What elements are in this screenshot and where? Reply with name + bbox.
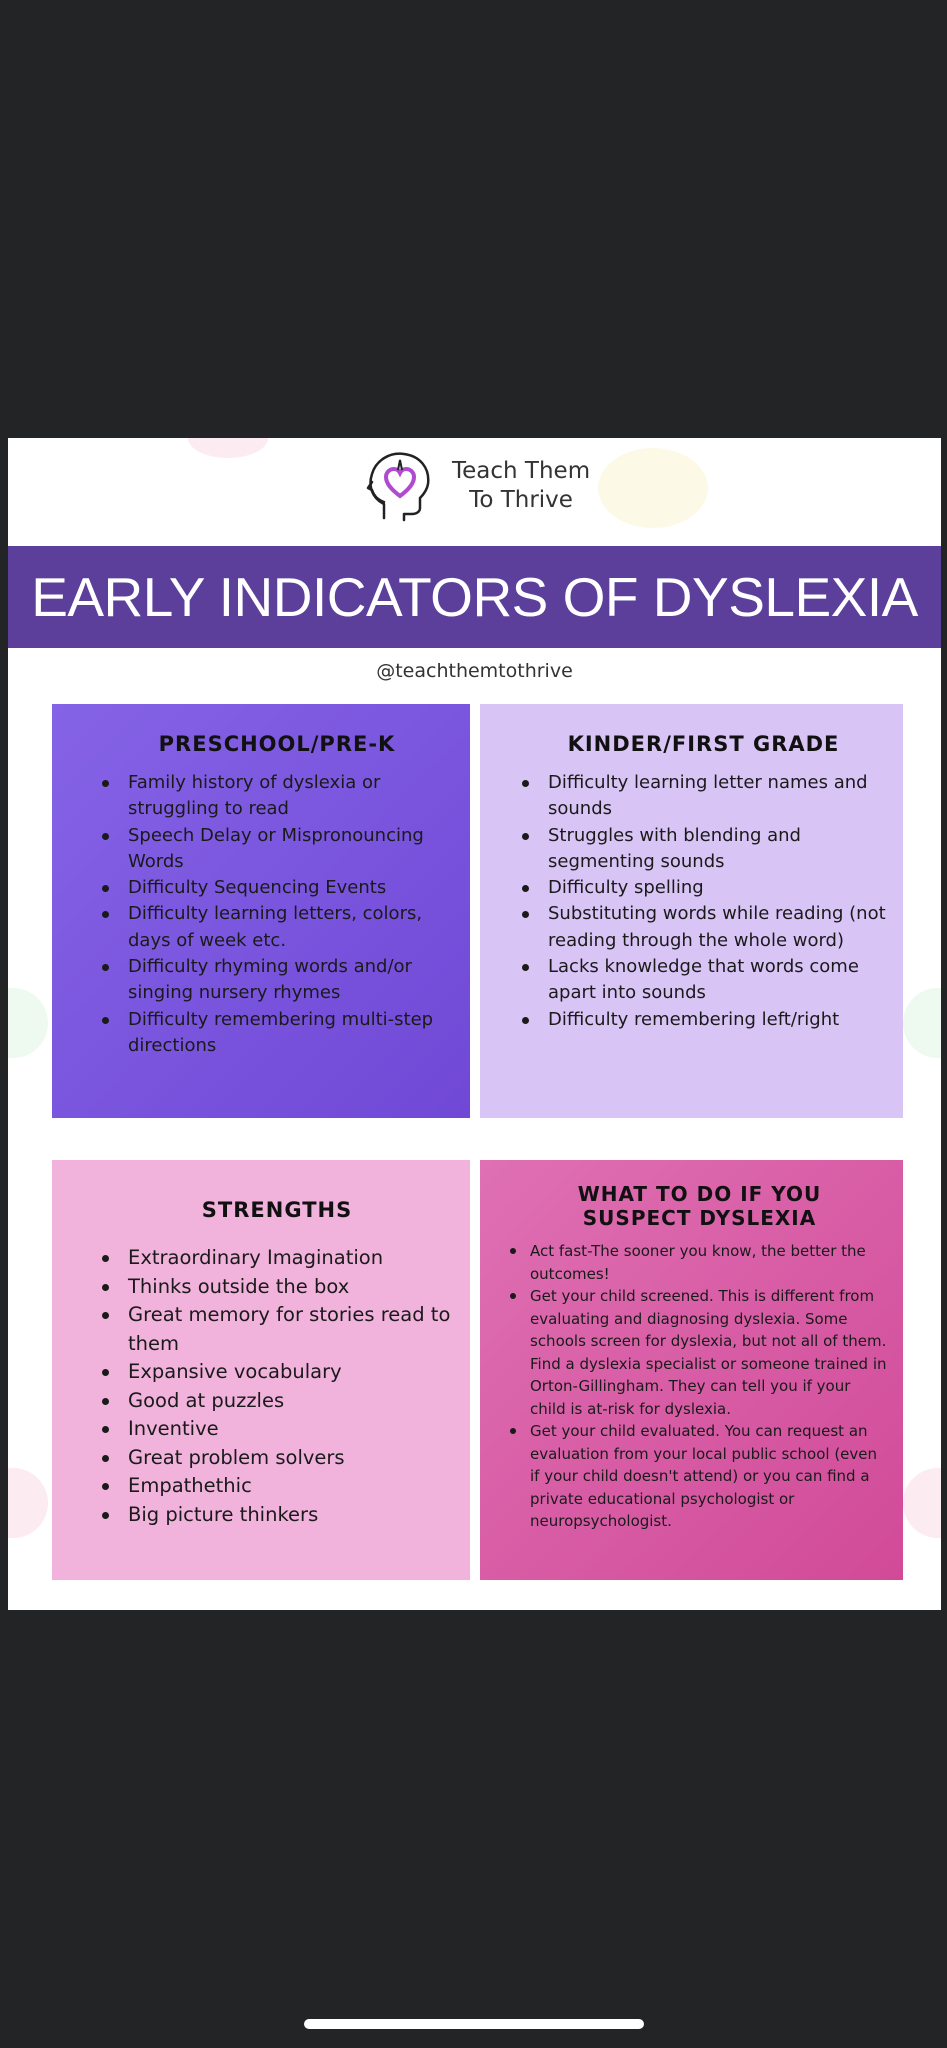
decor-circle — [903, 1468, 941, 1538]
list-item: Difficulty spelling — [520, 875, 887, 901]
card-strengths — [52, 1160, 470, 1580]
list-item: Act fast-The sooner you know, the better the outcomes! — [510, 1240, 889, 1285]
decor-circle — [598, 448, 708, 528]
title-banner — [8, 546, 941, 648]
social-handle: @teachthemtothrive — [376, 660, 573, 682]
decor-circle — [188, 438, 268, 458]
list-item: Inventive — [100, 1415, 454, 1444]
list-item: Expansive vocabulary — [100, 1358, 454, 1387]
list-item: Great memory for stories read to them — [100, 1301, 454, 1358]
card-heading: PRESCHOOL/PRE-K — [158, 732, 396, 756]
list-item: Lacks knowledge that words come apart into sounds — [520, 954, 887, 1007]
infographic-image — [8, 438, 941, 1610]
home-indicator[interactable] — [304, 2019, 644, 2029]
card-kinder — [480, 704, 903, 1118]
list-item: Speech Delay or Mispronouncing Words — [100, 823, 454, 876]
list-item: Difficulty learning letter names and sounds — [520, 770, 887, 823]
list-item: Substituting words while reading (not reading through the whole word) — [520, 901, 887, 954]
brand-header — [364, 442, 590, 530]
card-what-to-do — [480, 1160, 903, 1580]
card-heading: WHAT TO DO IF YOU SUSPECT DYSLEXIA — [577, 1182, 822, 1230]
page-title: EARLY INDICATORS OF DYSLEXIA — [31, 566, 918, 628]
bullet-list — [100, 770, 454, 1059]
list-item: Great problem solvers — [100, 1444, 454, 1473]
brand-name: Teach Them To Thrive — [452, 458, 591, 513]
list-item: Difficulty learning letters, colors, days of week etc. — [100, 901, 454, 954]
decor-circle — [8, 988, 48, 1058]
heart-head-icon — [364, 446, 436, 526]
card-heading: STRENGTHS — [201, 1198, 353, 1222]
list-item: Difficulty remembering multi-step directions — [100, 1007, 454, 1060]
list-item: Extraordinary Imagination — [100, 1244, 454, 1273]
list-item: Difficulty remembering left/right — [520, 1007, 887, 1033]
decor-circle — [8, 1468, 48, 1538]
card-heading: KINDER/FIRST GRADE — [567, 732, 840, 756]
bullet-list — [520, 770, 887, 1033]
list-item: Get your child evaluated. You can request an evaluation from your local public school (even if your child doesn't attend) or you can find a private educational psychologist or neuropsychologist. — [510, 1420, 889, 1533]
list-item: Family history of dyslexia or struggling to read — [100, 770, 454, 823]
list-item: Big picture thinkers — [100, 1501, 454, 1530]
bullet-list — [510, 1240, 889, 1533]
list-item: Difficulty rhyming words and/or singing nursery rhymes — [100, 954, 454, 1007]
list-item: Good at puzzles — [100, 1387, 454, 1416]
bullet-list — [100, 1244, 454, 1529]
list-item: Thinks outside the box — [100, 1273, 454, 1302]
list-item: Get your child screened. This is different from evaluating and diagnosing dyslexia. Some schools screen for dyslexia, but not all of them. Find a dyslexia specialist or someone trained in Orton-Gillingham. They can tell you if your child is at-risk for dyslexia. — [510, 1285, 889, 1420]
card-preschool — [52, 704, 470, 1118]
list-item: Struggles with blending and segmenting sounds — [520, 823, 887, 876]
list-item: Difficulty Sequencing Events — [100, 875, 454, 901]
list-item: Empathethic — [100, 1472, 454, 1501]
decor-circle — [903, 988, 941, 1058]
